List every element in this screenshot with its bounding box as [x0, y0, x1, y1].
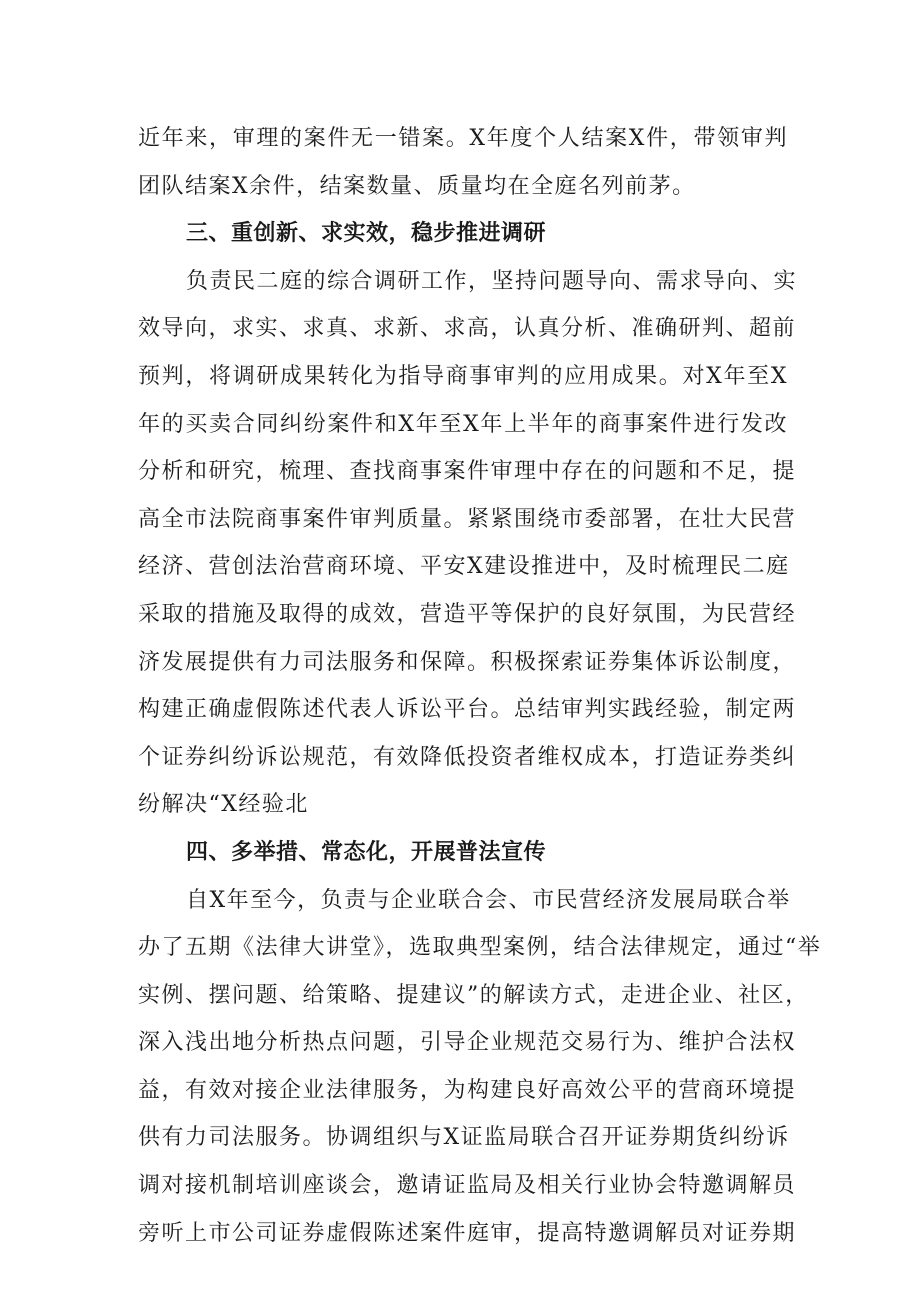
section-heading: 四、多举措、常态化，开展普法宣传: [186, 839, 547, 865]
text-line: 效导向，求实、求真、求新、求高，认真分析、准确研判、超前: [138, 316, 797, 342]
text-line: 办了五期《法律大讲堂》，选取典型案例，结合法律规定，通过“举: [138, 935, 822, 961]
text-line: 团队结案X余件，结案数量、质量均在全庭名列前茅。: [138, 173, 696, 199]
text-line: 采取的措施及取得的成效，营造平等保护的良好氛围，为民营经: [138, 601, 797, 627]
text-line: 近年来，审理的案件无一错案。X年度个人结案X件，带领审判: [138, 126, 788, 151]
section-heading: 三、重创新、求实效，稳步推进调研: [186, 221, 547, 247]
text-line: 深入浅出地分析热点问题，引导企业规范交易行为、维护合法权: [138, 1030, 797, 1056]
text-line: 构建正确虚假陈述代表人诉讼平台。总结审判实践经验，制定两: [138, 697, 797, 723]
text-line: 益，有效对接企业法律服务，为构建良好高效公平的营商环境提: [138, 1077, 797, 1103]
document-page: [138, 115, 822, 1257]
text-line: 个证券纠纷诉讼规范，有效降低投资者维权成本，打造证券类纠: [138, 744, 797, 770]
text-line: 实例、摆问题、给策略、提建议”的解读方式，走进企业、社区，: [138, 982, 809, 1008]
text-line: 经济、营创法治营商环境、平安X建设推进中，及时梳理民二庭: [138, 554, 790, 580]
text-line: 年的买卖合同纠纷案件和X年至X年上半年的商事案件进行发改: [138, 411, 788, 437]
section-four: [138, 829, 822, 1257]
text-line: 供有力司法服务。协调组织与X证监局联合召开证券期货纠纷诉: [138, 1125, 790, 1151]
text-line: 调对接机制培训座谈会，邀请证监局及相关行业协会特邀调解员: [138, 1173, 797, 1199]
text-line: 预判，将调研成果转化为指导商事审判的应用成果。对X年至X: [138, 363, 788, 389]
intro-paragraph: [138, 115, 788, 210]
text-line: 分析和研究，梳理、查找商事案件审理中存在的问题和不足，提: [138, 459, 797, 485]
text-line: 纷解决“X经验北: [138, 792, 309, 818]
text-line: 济发展提供有力司法服务和保障。积极探索证券集体诉讼制度，: [138, 649, 797, 675]
text-line: 自X年至今，负责与企业联合会、市民营经济发展局联合举: [186, 887, 791, 913]
text-line: 旁听上市公司证券虚假陈述案件庭审，提高特邀调解员对证券期: [138, 1220, 797, 1246]
section-three: [138, 210, 798, 829]
text-line: 高全市法院商事案件审判质量。紧紧围绕市委部署，在壮大民营: [138, 506, 797, 532]
text-line: 负责民二庭的综合调研工作，坚持问题导向、需求导向、实: [186, 268, 798, 294]
